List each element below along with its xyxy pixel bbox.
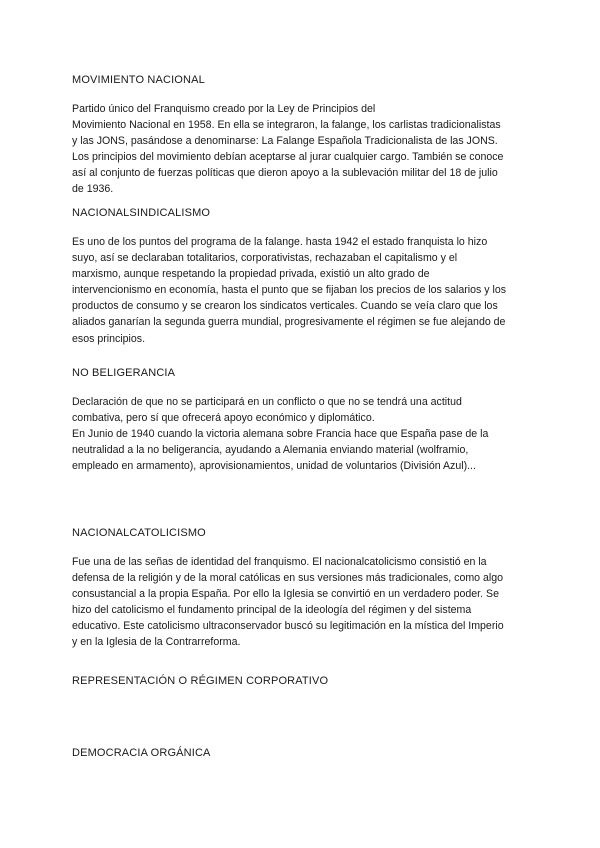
paragraph-line: consustancial a la propia España. Por ello la Iglesia se convirtió en un verdadero poder. Se — [72, 588, 499, 601]
paragraph-line: de 1936. — [72, 183, 114, 196]
paragraph-line: defensa de la religión y de la moral católicas en sus versiones más tradicionales, como algo — [72, 572, 504, 585]
paragraph-line: marxismo, aunque respetando la propiedad privada, existió un alto grado de — [72, 268, 430, 281]
paragraph-line: hizo del catolicismo el fundamento principal de la ideología del régimen y del sistema — [72, 604, 472, 617]
paragraph-line: Los principios del movimiento debían aceptarse al jurar cualquier cargo. También se conoce — [72, 151, 504, 164]
paragraph-line: Declaración de que no se participará en un conflicto o que no se tendrá una actitud — [72, 396, 462, 408]
paragraph-line: y las JONS, pasándose a denominarse: La Falange Española Tradicionalista de las JONS. — [72, 135, 498, 148]
section-heading-democracia-organica: DEMOCRACIA ORGÁNICA — [72, 747, 211, 759]
paragraph-line: aliados ganarían la segunda guerra mundial, progresivamente el régimen se fue alejando de — [72, 316, 506, 329]
paragraph-line: intervencionismo en economía, hasta el punto que se fijaban los precios de los salarios y los — [72, 284, 507, 297]
section-paragraph-nacionalcatolicismo — [72, 554, 532, 651]
paragraph-line: suyo, así se declaraban totalitarios, corporativistas, rechazaban el capitalismo y el — [72, 252, 458, 265]
paragraph-line: y en la Iglesia de la Contrarreforma. — [72, 636, 241, 649]
section-paragraph-nacionalsindicalismo — [72, 234, 532, 347]
paragraph-line: así al conjunto de fuerzas políticas que dieron apoyo a la sublevación militar del 18 de julio — [72, 167, 498, 180]
section-paragraph-no-beligerancia — [72, 394, 532, 474]
section-heading-nacionalsindicalismo: NACIONALSINDICALISMO — [72, 207, 211, 219]
paragraph-line: educativo. Este catolicismo ultraconservador buscó su legitimación en la mística del Imperio — [72, 620, 504, 633]
section-heading-representacion-corporativo: REPRESENTACIÓN O RÉGIMEN CORPORATIVO — [72, 675, 329, 687]
paragraph-line: esos principios. — [72, 332, 146, 345]
paragraph-line: Movimiento Nacional en 1958. En ella se integraron, la falange, los carlistas tradicionalistas — [72, 119, 501, 132]
section-heading-movimiento-nacional: MOVIMIENTO NACIONAL — [72, 74, 205, 86]
paragraph-line: En Junio de 1940 cuando la victoria alemana sobre Francia hace que España pase de la — [72, 428, 489, 441]
paragraph-line: neutralidad a la no beligerancia, ayudando a Alemania enviando material (wolframio, — [72, 444, 469, 457]
paragraph-line: productos de consumo y se crearon los sindicatos verticales. Cuando se veía claro que los — [72, 300, 498, 313]
section-heading-nacionalcatolicismo: NACIONALCATOLICISMO — [72, 527, 206, 539]
paragraph-line: empleado en armamento), aprovisionamientos, unidad de voluntarios (División Azul)... — [72, 460, 476, 473]
paragraph-line: Es uno de los puntos del programa de la falange. hasta 1942 el estado franquista lo hizo — [72, 236, 488, 248]
paragraph-line: Fue una de las señas de identidad del franquismo. El nacionalcatolicismo consistió en la — [72, 556, 487, 568]
paragraph-line: combativa, pero sí que ofrecerá apoyo económico y diplomático. — [72, 412, 375, 425]
section-paragraph-movimiento-nacional — [72, 101, 532, 198]
section-heading-no-beligerancia: NO BELIGERANCIA — [72, 367, 176, 379]
paragraph-line: Partido único del Franquismo creado por la Ley de Principios del — [72, 103, 376, 115]
